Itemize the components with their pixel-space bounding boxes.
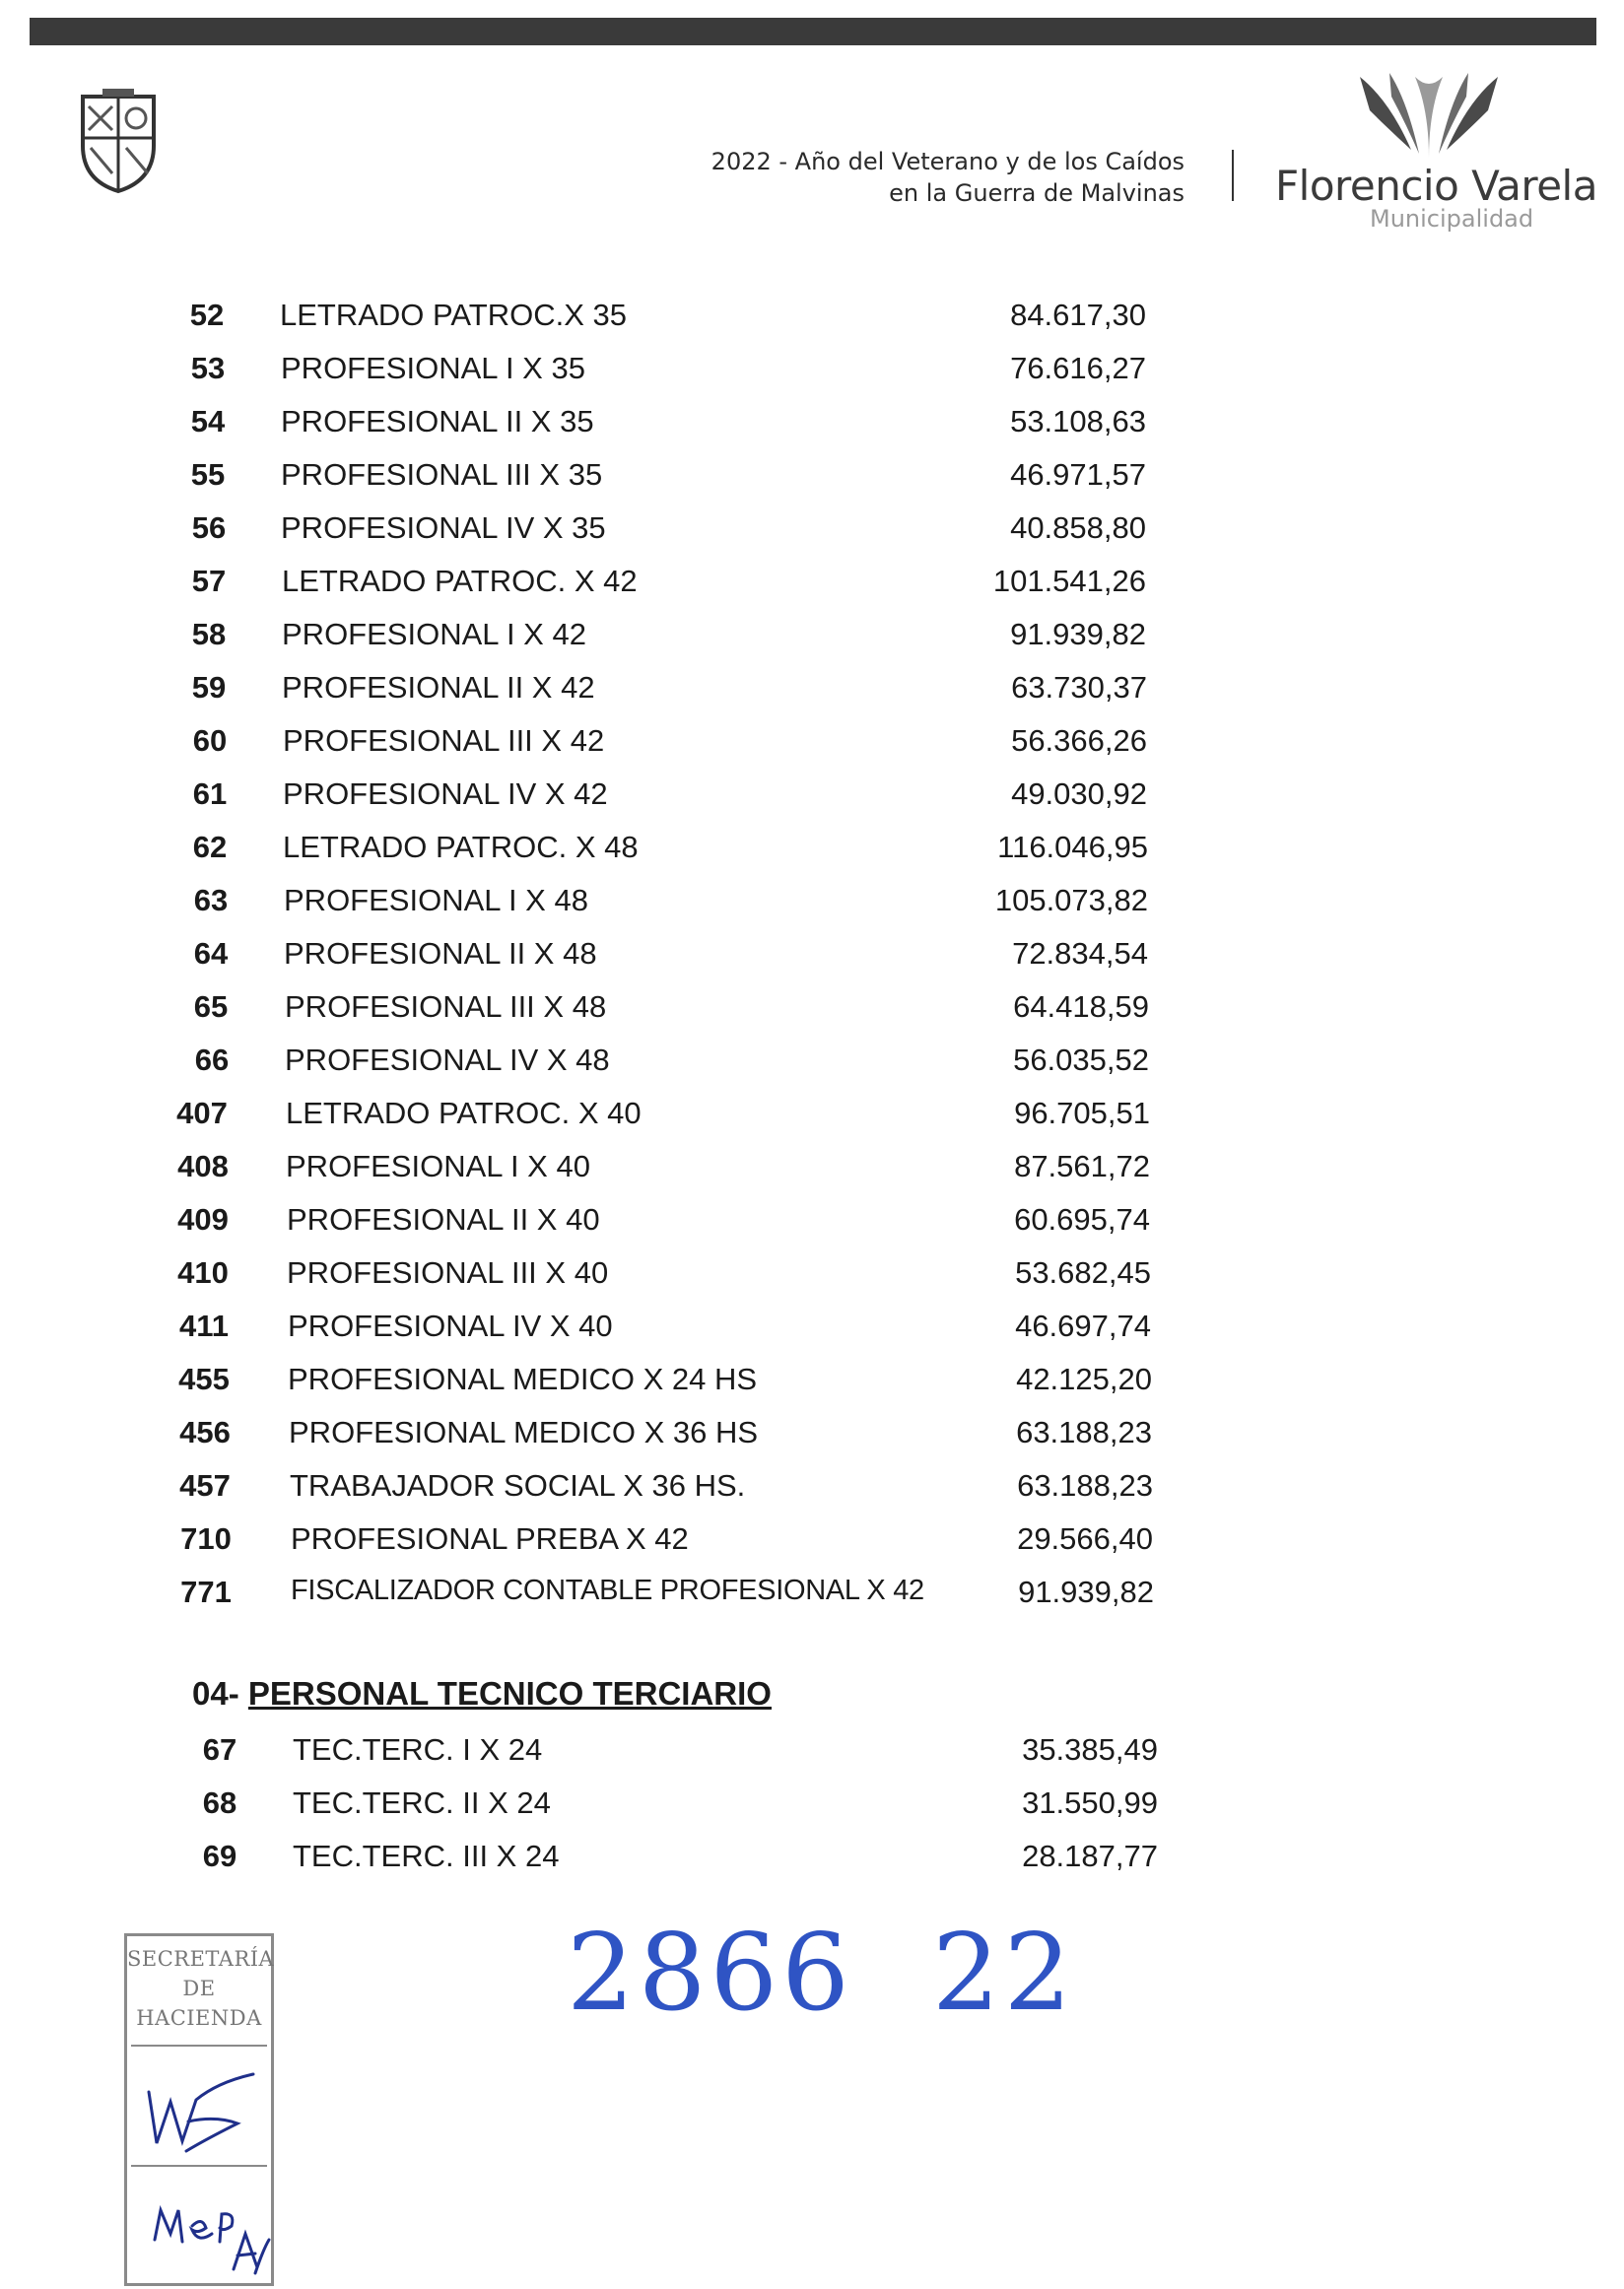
header-motto-line2: en la Guerra de Malvinas — [889, 179, 1184, 207]
row-code: 409 — [177, 1202, 229, 1237]
file-number: 2866 — [567, 1912, 853, 2035]
table-row — [0, 1575, 1624, 1614]
table-row — [0, 989, 1624, 1029]
row-amount: 72.834,54 — [1012, 936, 1148, 971]
row-description: LETRADO PATROC. X 42 — [282, 564, 638, 598]
table-row — [0, 1521, 1624, 1561]
row-code: 58 — [191, 617, 227, 651]
row-amount: 91.939,82 — [1010, 617, 1146, 651]
row-description: PROFESIONAL III X 48 — [285, 989, 607, 1024]
row-amount: 60.695,74 — [1014, 1202, 1150, 1237]
table-row — [0, 298, 1624, 337]
table-row — [0, 1096, 1624, 1135]
table-row — [0, 1415, 1624, 1454]
row-code: 66 — [194, 1043, 230, 1077]
row-description: PROFESIONAL MEDICO X 24 HS — [288, 1362, 758, 1396]
row-description: TRABAJADOR SOCIAL X 36 HS. — [290, 1468, 746, 1503]
row-code: 61 — [192, 776, 228, 811]
row-description: PROFESIONAL I X 35 — [281, 351, 585, 385]
row-description: PROFESIONAL III X 42 — [283, 723, 605, 758]
row-code: 52 — [189, 298, 225, 332]
table-row — [0, 1202, 1624, 1242]
table-row — [0, 883, 1624, 922]
row-amount: 56.366,26 — [1011, 723, 1147, 758]
row-description: PROFESIONAL III X 35 — [281, 457, 603, 492]
row-amount: 46.971,57 — [1010, 457, 1146, 492]
row-code: 63 — [193, 883, 229, 917]
row-amount: 31.550,99 — [1022, 1785, 1158, 1820]
row-description: LETRADO PATROC.X 35 — [280, 298, 627, 332]
row-code: 710 — [180, 1521, 232, 1556]
row-description: PROFESIONAL II X 48 — [284, 936, 597, 971]
stamp-line1: SECRETARÍA — [127, 1947, 275, 1971]
brand-subtitle: Municipalidad — [1370, 205, 1534, 233]
row-code: 456 — [179, 1415, 231, 1449]
row-description: TEC.TERC. I X 24 — [293, 1732, 543, 1767]
initials-icon — [127, 2171, 271, 2279]
row-description: TEC.TERC. III X 24 — [293, 1839, 560, 1873]
header-divider — [1232, 150, 1234, 201]
table-row — [0, 457, 1624, 497]
row-code: 455 — [178, 1362, 230, 1396]
table-row — [0, 1043, 1624, 1082]
brand-name: Florencio Varela — [1275, 162, 1597, 210]
row-description: PROFESIONAL II X 42 — [282, 670, 595, 705]
row-amount: 53.682,45 — [1015, 1255, 1151, 1290]
row-amount: 46.697,74 — [1015, 1309, 1151, 1343]
row-description: PROFESIONAL IV X 40 — [288, 1309, 613, 1343]
row-code: 62 — [192, 830, 228, 864]
stamp-divider — [131, 2165, 267, 2167]
row-code: 771 — [180, 1575, 232, 1609]
table-row — [0, 510, 1624, 550]
row-code: 59 — [191, 670, 227, 705]
table-row — [0, 1255, 1624, 1295]
row-code: 68 — [202, 1785, 237, 1820]
row-code: 56 — [191, 510, 227, 545]
stamp-text — [127, 1944, 275, 2033]
table-row — [0, 351, 1624, 390]
section-prefix: 04- — [192, 1675, 239, 1712]
row-amount: 56.035,52 — [1013, 1043, 1149, 1077]
section-title — [192, 1675, 772, 1713]
row-amount: 40.858,80 — [1010, 510, 1146, 545]
table-row — [0, 1362, 1624, 1401]
row-description: PROFESIONAL IV X 48 — [285, 1043, 610, 1077]
row-amount: 64.418,59 — [1013, 989, 1149, 1024]
row-amount: 87.561,72 — [1014, 1149, 1150, 1183]
table-row — [0, 776, 1624, 816]
row-description: PROFESIONAL I X 42 — [282, 617, 586, 651]
row-amount: 63.730,37 — [1011, 670, 1147, 705]
row-amount: 35.385,49 — [1022, 1732, 1158, 1767]
row-amount: 63.188,23 — [1017, 1468, 1153, 1503]
row-amount: 101.541,26 — [992, 564, 1146, 598]
table-row — [0, 670, 1624, 709]
row-description: PROFESIONAL I X 40 — [286, 1149, 590, 1183]
file-number-stamp — [567, 1912, 1075, 2035]
florencio-varela-logo-icon — [1350, 71, 1508, 162]
row-amount: 63.188,23 — [1016, 1415, 1152, 1449]
row-description: PROFESIONAL II X 40 — [287, 1202, 600, 1237]
row-code: 411 — [178, 1309, 229, 1343]
row-code: 57 — [191, 564, 227, 598]
top-scan-bar — [30, 18, 1596, 45]
row-code: 55 — [190, 457, 226, 492]
municipal-crest-icon — [73, 87, 164, 195]
table-row — [0, 1785, 1624, 1825]
row-code: 53 — [190, 351, 226, 385]
row-amount: 84.617,30 — [1010, 298, 1146, 332]
header-motto-line1: 2022 - Año del Veterano y de los Caídos — [710, 148, 1184, 175]
hacienda-stamp — [124, 1933, 274, 2286]
row-description: PROFESIONAL PREBA X 42 — [291, 1521, 689, 1556]
row-code: 67 — [202, 1732, 237, 1767]
row-description: PROFESIONAL MEDICO X 36 HS — [289, 1415, 759, 1449]
table-row — [0, 936, 1624, 976]
row-description: LETRADO PATROC. X 40 — [286, 1096, 642, 1130]
table-row — [0, 723, 1624, 763]
row-amount: 28.187,77 — [1022, 1839, 1158, 1873]
table-row — [0, 1839, 1624, 1878]
row-description: PROFESIONAL IV X 35 — [281, 510, 606, 545]
row-code: 65 — [193, 989, 229, 1024]
table-row — [0, 1732, 1624, 1772]
row-amount: 49.030,92 — [1011, 776, 1147, 811]
row-code: 64 — [193, 936, 229, 971]
row-description: PROFESIONAL I X 48 — [284, 883, 588, 917]
row-code: 407 — [176, 1096, 228, 1130]
header-motto — [711, 146, 1184, 209]
row-code: 457 — [179, 1468, 231, 1503]
row-description: PROFESIONAL II X 35 — [281, 404, 594, 438]
section-name: PERSONAL TECNICO TERCIARIO — [247, 1675, 772, 1712]
row-description: PROFESIONAL III X 40 — [287, 1255, 609, 1290]
row-code: 60 — [192, 723, 228, 758]
table-row — [0, 830, 1624, 869]
row-amount: 105.073,82 — [994, 883, 1148, 917]
stamp-divider — [131, 2045, 267, 2047]
table-row — [0, 1309, 1624, 1348]
row-amount: 42.125,20 — [1016, 1362, 1152, 1396]
row-code: 54 — [190, 404, 226, 438]
table-row — [0, 404, 1624, 443]
stamp-line3: HACIENDA — [136, 2006, 262, 2030]
row-description: LETRADO PATROC. X 48 — [283, 830, 639, 864]
row-description: PROFESIONAL IV X 42 — [283, 776, 608, 811]
row-amount: 29.566,40 — [1017, 1521, 1153, 1556]
row-description: TEC.TERC. II X 24 — [293, 1785, 551, 1820]
row-amount: 91.939,82 — [1018, 1575, 1154, 1609]
row-amount: 116.046,95 — [997, 830, 1148, 864]
signature-icon — [127, 2053, 271, 2161]
table-row — [0, 1468, 1624, 1508]
stamp-line2: DE — [182, 1977, 216, 2000]
table-row — [0, 617, 1624, 656]
row-code: 410 — [177, 1255, 229, 1290]
table-row — [0, 1149, 1624, 1188]
row-amount: 53.108,63 — [1010, 404, 1146, 438]
table-row — [0, 564, 1624, 603]
file-year: 22 — [931, 1912, 1076, 2035]
row-description: FISCALIZADOR CONTABLE PROFESIONAL X 42 — [291, 1575, 924, 1606]
row-amount: 76.616,27 — [1010, 351, 1146, 385]
row-code: 69 — [202, 1839, 237, 1873]
row-amount: 96.705,51 — [1014, 1096, 1150, 1130]
row-code: 408 — [177, 1149, 229, 1183]
